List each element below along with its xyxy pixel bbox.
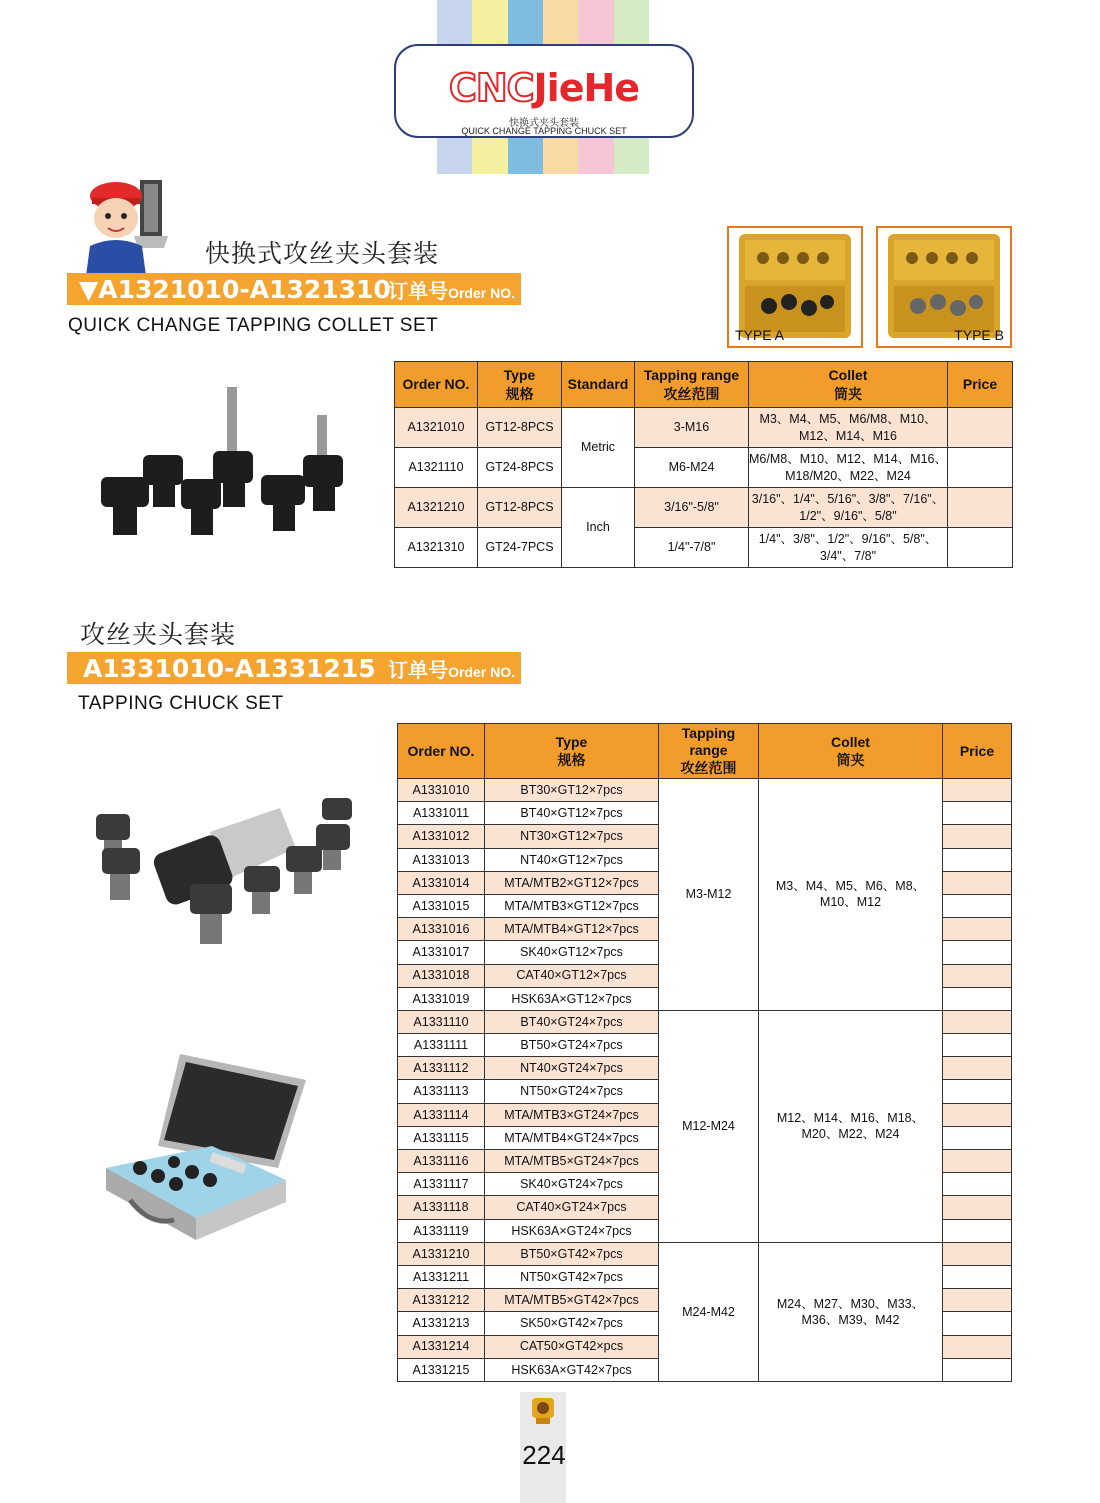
col-tapping-range: Tapping range 攻丝范围 bbox=[659, 724, 759, 779]
table-row bbox=[395, 408, 1013, 448]
price-cell bbox=[943, 1010, 1012, 1033]
range-cell: 1/4"-7/8" bbox=[635, 528, 749, 568]
type-cell: CAT40×GT24×7pcs bbox=[485, 1196, 659, 1219]
price-cell bbox=[943, 802, 1012, 825]
type-cell: MTA/MTB3×GT12×7pcs bbox=[485, 894, 659, 917]
order-cell: A1331113 bbox=[398, 1080, 485, 1103]
brand-logo bbox=[394, 44, 694, 138]
order-label: 订单号Order NO. bbox=[388, 278, 515, 303]
col-collet: Collet 筒夹 bbox=[749, 362, 948, 408]
order-cell: A1331118 bbox=[398, 1196, 485, 1219]
order-cell: A1331018 bbox=[398, 964, 485, 987]
price-cell bbox=[943, 1219, 1012, 1242]
price-cell bbox=[948, 408, 1013, 448]
type-cell: NT50×GT24×7pcs bbox=[485, 1080, 659, 1103]
price-cell bbox=[943, 1358, 1012, 1381]
type-a-case-image bbox=[727, 226, 863, 348]
table-row bbox=[398, 779, 1012, 802]
range-cell: M12-M24 bbox=[659, 1010, 759, 1242]
price-cell bbox=[943, 1126, 1012, 1149]
price-cell bbox=[948, 528, 1013, 568]
price-cell bbox=[943, 1103, 1012, 1126]
order-cell: A1331115 bbox=[398, 1126, 485, 1149]
section1-title-cn: 快换式攻丝夹头套装 bbox=[205, 239, 440, 268]
table-row bbox=[395, 448, 1013, 488]
range-cell: 3/16"-5/8" bbox=[635, 488, 749, 528]
order-cell: A1331114 bbox=[398, 1103, 485, 1126]
table-row bbox=[395, 488, 1013, 528]
type-cell: MTA/MTB4×GT12×7pcs bbox=[485, 918, 659, 941]
price-cell bbox=[943, 1173, 1012, 1196]
price-cell bbox=[943, 1196, 1012, 1219]
page-number: 224 bbox=[522, 1440, 566, 1470]
collet-set-image bbox=[95, 385, 355, 545]
order-cell: A1331119 bbox=[398, 1219, 485, 1242]
col-standard: Standard bbox=[562, 362, 635, 408]
collet-cell: 1/4"、3/8"、1/2"、9/16"、5/8"、3/4"、7/8" bbox=[749, 528, 948, 568]
header-subtitle-en: QUICK CHANGE TAPPING CHUCK SET bbox=[461, 126, 627, 136]
range-cell: 3-M16 bbox=[635, 408, 749, 448]
type-cell: NT30×GT12×7pcs bbox=[485, 825, 659, 848]
price-cell bbox=[943, 1335, 1012, 1358]
type-cell: GT12-8PCS bbox=[478, 408, 562, 448]
table-row bbox=[395, 528, 1013, 568]
order-cell: A1331210 bbox=[398, 1242, 485, 1265]
tapping-chuck-image bbox=[90, 790, 370, 950]
section2-order-range: A1331010-A1331215 bbox=[83, 653, 376, 683]
order-cell: A1331215 bbox=[398, 1358, 485, 1381]
price-cell bbox=[948, 488, 1013, 528]
type-cell: MTA/MTB5×GT42×7pcs bbox=[485, 1289, 659, 1312]
col-type: Type 规格 bbox=[478, 362, 562, 408]
order-cell: A1331015 bbox=[398, 894, 485, 917]
type-cell: CAT40×GT12×7pcs bbox=[485, 964, 659, 987]
price-cell bbox=[943, 1034, 1012, 1057]
range-cell: M6-M24 bbox=[635, 448, 749, 488]
col-tapping-range: Tapping range 攻丝范围 bbox=[635, 362, 749, 408]
col-order-no: Order NO. bbox=[398, 724, 485, 779]
order-cell: A1331112 bbox=[398, 1057, 485, 1080]
order-cell: A1331117 bbox=[398, 1173, 485, 1196]
order-cell: A1321010 bbox=[395, 408, 478, 448]
type-cell: BT50×GT42×7pcs bbox=[485, 1242, 659, 1265]
type-cell: MTA/MTB4×GT24×7pcs bbox=[485, 1126, 659, 1149]
price-cell bbox=[943, 779, 1012, 802]
range-cell: M3-M12 bbox=[659, 779, 759, 1011]
type-cell: NT40×GT12×7pcs bbox=[485, 848, 659, 871]
type-cell: HSK63A×GT24×7pcs bbox=[485, 1219, 659, 1242]
type-cell: BT40×GT24×7pcs bbox=[485, 1010, 659, 1033]
collet-cell: M6/M8、M10、M12、M14、M16、M18/M20、M22、M24 bbox=[749, 448, 948, 488]
order-cell: A1331116 bbox=[398, 1150, 485, 1173]
type-cell: BT30×GT12×7pcs bbox=[485, 779, 659, 802]
type-a-label: TYPE A bbox=[735, 327, 785, 343]
order-cell: A1331011 bbox=[398, 802, 485, 825]
collet-cell: M12、M14、M16、M18、M20、M22、M24 bbox=[759, 1010, 943, 1242]
tapping-chuck-table bbox=[397, 723, 1012, 1382]
collet-cell: 3/16"、1/4"、5/16"、3/8"、7/16"、1/2"、9/16"、5/8" bbox=[749, 488, 948, 528]
price-cell bbox=[943, 1312, 1012, 1335]
type-b-case-image bbox=[876, 226, 1012, 348]
type-cell: SK40×GT12×7pcs bbox=[485, 941, 659, 964]
order-cell: A1331013 bbox=[398, 848, 485, 871]
price-cell bbox=[943, 848, 1012, 871]
price-cell bbox=[943, 1080, 1012, 1103]
col-collet: Collet 筒夹 bbox=[759, 724, 943, 779]
type-cell: BT50×GT24×7pcs bbox=[485, 1034, 659, 1057]
order-cell: A1331212 bbox=[398, 1289, 485, 1312]
price-cell bbox=[943, 987, 1012, 1010]
mascot-small-icon bbox=[528, 1394, 558, 1426]
type-cell: MTA/MTB2×GT12×7pcs bbox=[485, 871, 659, 894]
price-cell bbox=[943, 1150, 1012, 1173]
order-cell: A1331019 bbox=[398, 987, 485, 1010]
collet-cell: M3、M4、M5、M6、M8、M10、M12 bbox=[759, 779, 943, 1011]
order-cell: A1321310 bbox=[395, 528, 478, 568]
price-cell bbox=[943, 941, 1012, 964]
type-cell: HSK63A×GT42×7pcs bbox=[485, 1358, 659, 1381]
price-cell bbox=[943, 918, 1012, 941]
order-cell: A1331012 bbox=[398, 825, 485, 848]
col-type: Type 规格 bbox=[485, 724, 659, 779]
collet-cell: M3、M4、M5、M6/M8、M10、M12、M14、M16 bbox=[749, 408, 948, 448]
type-b-label: TYPE B bbox=[954, 327, 1004, 343]
section1-order-bar bbox=[67, 273, 521, 305]
order-cell: A1321110 bbox=[395, 448, 478, 488]
price-cell bbox=[943, 1057, 1012, 1080]
price-cell bbox=[943, 1242, 1012, 1265]
section1-order-range: ▼A1321010-A1321310 bbox=[79, 274, 391, 304]
type-cell: GT24-8PCS bbox=[478, 448, 562, 488]
col-price: Price bbox=[943, 724, 1012, 779]
type-cell: SK50×GT42×7pcs bbox=[485, 1312, 659, 1335]
standard-cell: Metric bbox=[562, 408, 635, 488]
price-cell bbox=[943, 1289, 1012, 1312]
mascot-icon bbox=[78, 176, 178, 276]
order-cell: A1331017 bbox=[398, 941, 485, 964]
price-cell bbox=[943, 964, 1012, 987]
type-cell: NT50×GT42×7pcs bbox=[485, 1265, 659, 1288]
price-cell bbox=[943, 1265, 1012, 1288]
range-cell: M24-M42 bbox=[659, 1242, 759, 1381]
order-cell: A1321210 bbox=[395, 488, 478, 528]
order-cell: A1331214 bbox=[398, 1335, 485, 1358]
type-cell: GT24-7PCS bbox=[478, 528, 562, 568]
price-cell bbox=[943, 825, 1012, 848]
order-label: 订单号Order NO. bbox=[388, 657, 515, 682]
type-cell: MTA/MTB3×GT24×7pcs bbox=[485, 1103, 659, 1126]
section2-order-bar bbox=[67, 652, 521, 684]
type-cell: GT12-8PCS bbox=[478, 488, 562, 528]
price-cell bbox=[943, 894, 1012, 917]
type-cell: SK40×GT24×7pcs bbox=[485, 1173, 659, 1196]
col-order-no: Order NO. bbox=[395, 362, 478, 408]
type-cell: HSK63A×GT12×7pcs bbox=[485, 987, 659, 1010]
type-cell: NT40×GT24×7pcs bbox=[485, 1057, 659, 1080]
order-cell: A1331111 bbox=[398, 1034, 485, 1057]
table-row bbox=[398, 1010, 1012, 1033]
price-cell bbox=[943, 871, 1012, 894]
order-cell: A1331014 bbox=[398, 871, 485, 894]
standard-cell: Inch bbox=[562, 488, 635, 568]
order-cell: A1331110 bbox=[398, 1010, 485, 1033]
collet-set-table bbox=[394, 361, 1013, 568]
logo-wordmark: CNCJieHe bbox=[448, 66, 640, 110]
type-cell: CAT50×GT42×pcs bbox=[485, 1335, 659, 1358]
col-price: Price bbox=[948, 362, 1013, 408]
header-subtitle-cn: 快换式夹头套装 bbox=[509, 118, 579, 129]
order-cell: A1331016 bbox=[398, 918, 485, 941]
order-cell: A1331010 bbox=[398, 779, 485, 802]
type-cell: BT40×GT12×7pcs bbox=[485, 802, 659, 825]
section2-title-cn: 攻丝夹头套装 bbox=[80, 620, 237, 649]
table-row bbox=[398, 1242, 1012, 1265]
order-cell: A1331213 bbox=[398, 1312, 485, 1335]
collet-cell: M24、M27、M30、M33、M36、M39、M42 bbox=[759, 1242, 943, 1381]
type-cell: MTA/MTB5×GT24×7pcs bbox=[485, 1150, 659, 1173]
order-cell: A1331211 bbox=[398, 1265, 485, 1288]
aluminum-case-image bbox=[100, 1050, 310, 1250]
section1-title-en: QUICK CHANGE TAPPING COLLET SET bbox=[68, 315, 439, 336]
price-cell bbox=[948, 448, 1013, 488]
section2-title-en: TAPPING CHUCK SET bbox=[78, 693, 284, 714]
